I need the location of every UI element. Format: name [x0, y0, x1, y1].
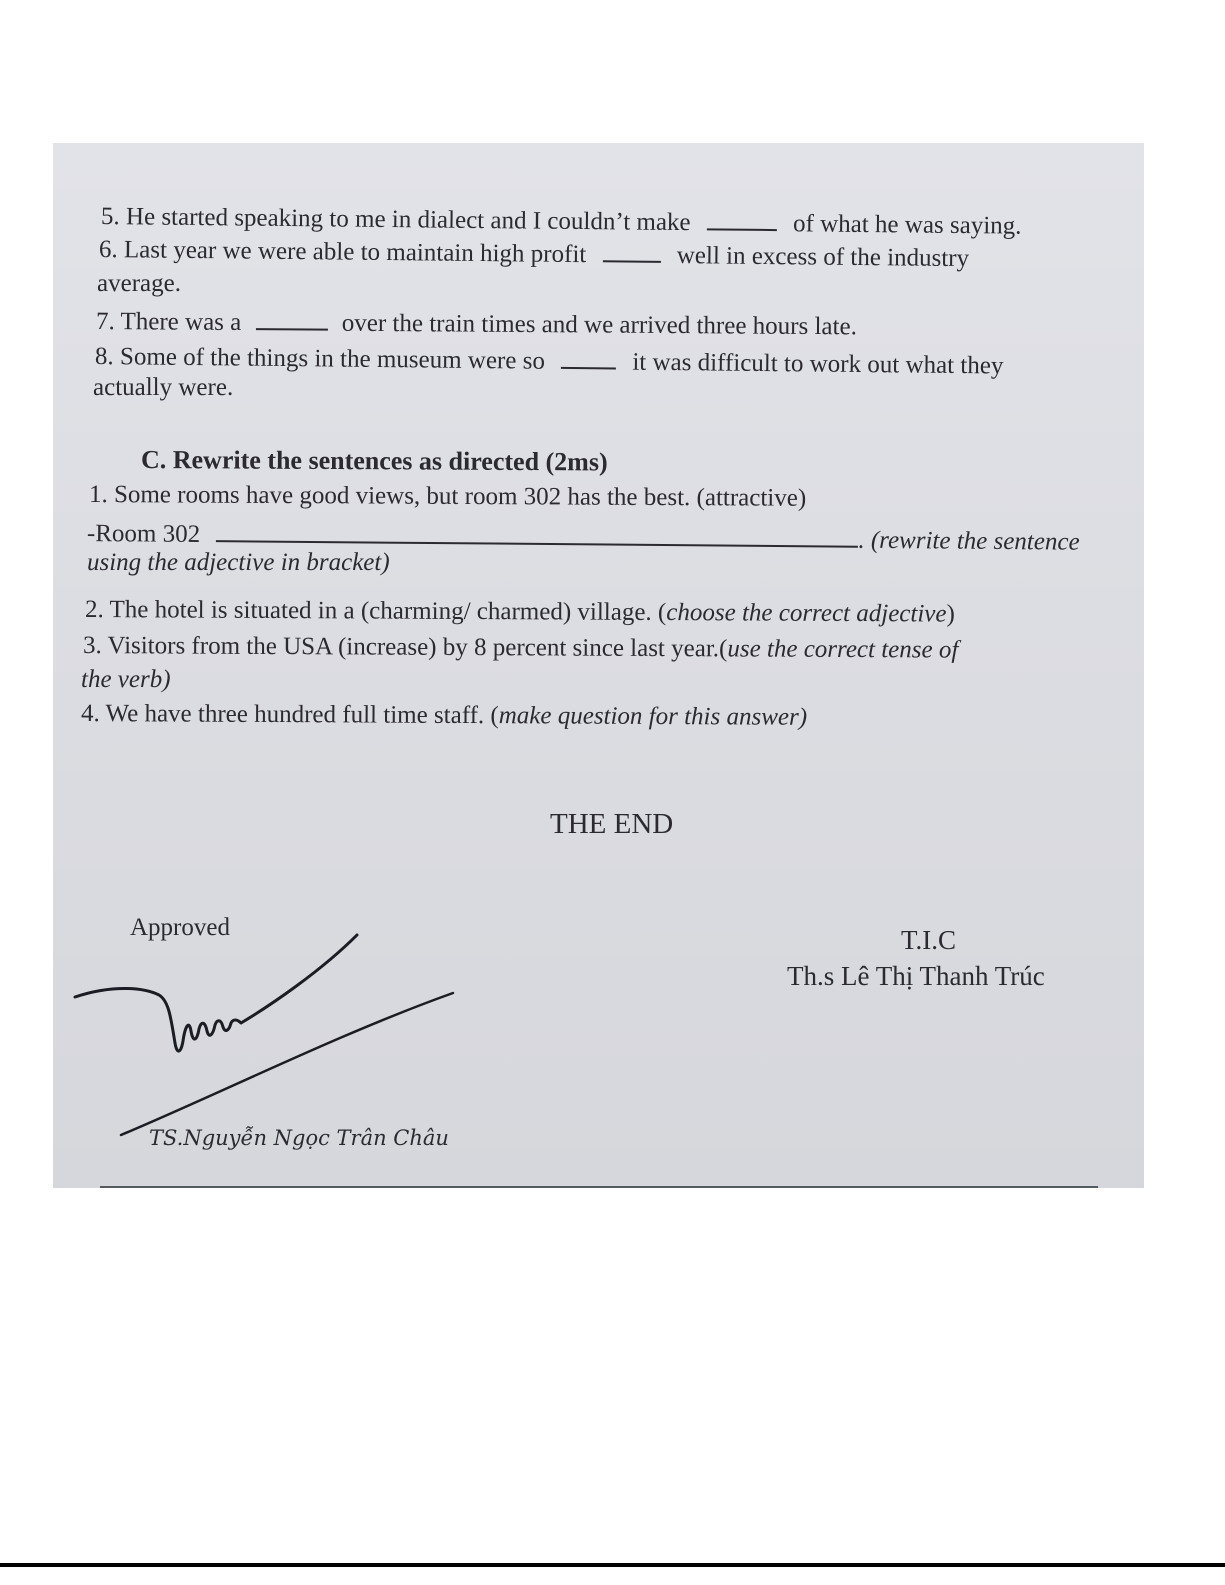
c-question-3: 3. Visitors from the USA (increase) by 8 percent since last year.(use the correct tense of — [82, 632, 959, 664]
item-6-line-2: average. — [97, 270, 181, 297]
item-5-line-1: 5. He started speaking to me in dialect and I couldn’t make of what he was saying. — [100, 203, 1022, 240]
answer-blank — [561, 345, 616, 370]
handwritten-signature — [71, 923, 471, 1153]
answer-blank — [602, 238, 660, 263]
approved-label: Approved — [130, 914, 230, 941]
answer-blank — [707, 206, 777, 231]
c-question-3-instruction: the verb) — [81, 666, 171, 693]
tic-name: Th.s Lê Thị Thanh Trúc — [787, 961, 1045, 991]
item-8-line-2: actually were. — [93, 374, 234, 401]
the-end-label: THE END — [550, 808, 674, 840]
item-8-line-1: 8. Some of the things in the museum were so it was difficult to work out what they — [94, 343, 1004, 380]
answer-blank — [256, 306, 328, 331]
c-question-4: 4. We have three hundred full time staff. (make question for this answer) — [80, 700, 808, 731]
page-bottom-rule — [0, 1563, 1225, 1567]
c-question-1-answer: -Room 302 . (rewrite the sentence — [87, 513, 1080, 558]
photo-bottom-rule — [100, 1186, 1098, 1188]
c-question-1: 1. Some rooms have good views, but room 302 has the best. (attractive) — [88, 481, 807, 512]
item-6-line-1: 6. Last year we were able to maintain high profit well in excess of the industry — [98, 236, 970, 273]
c-question-2: 2. The hotel is situated in a (charming/ charmed) village. (choose the correct adjective) — [84, 596, 955, 628]
item-7-line-1: 7. There was a over the train times and we arrived three hours late. — [95, 308, 857, 341]
tic-label: T.I.C — [901, 925, 956, 955]
c-question-1-instruction: using the adjective in bracket) — [87, 549, 390, 576]
approver-name: TS.Nguyễn Ngọc Trân Châu — [149, 1126, 449, 1150]
section-c-heading: C. Rewrite the sentences as directed (2ms) — [140, 445, 608, 477]
exam-page-photo — [53, 143, 1144, 1188]
answer-blank-long — [216, 514, 858, 548]
